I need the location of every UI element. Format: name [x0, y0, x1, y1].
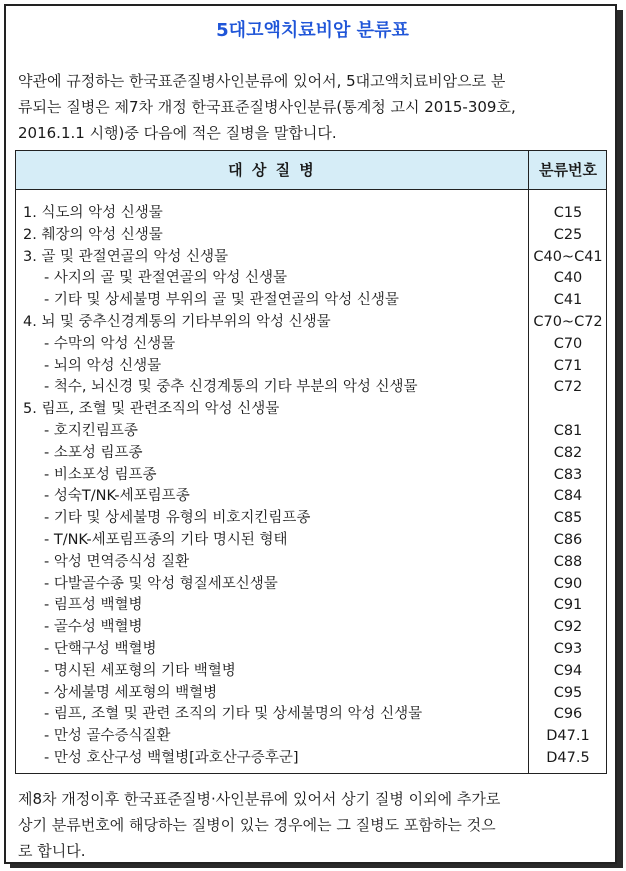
- classification-code: C82: [553, 444, 583, 461]
- disease-label: - 단핵구성 백혈병: [44, 640, 157, 657]
- classification-table: [15, 150, 607, 774]
- table-row: [16, 617, 606, 639]
- document-frame: [4, 4, 617, 864]
- disease-label: - 비소포성 림프종: [44, 466, 157, 483]
- footer-line: 로 합니다.: [18, 842, 86, 860]
- table-row: [16, 661, 606, 683]
- disease-label: - 명시된 세포형의 기타 백혈병: [44, 662, 236, 679]
- disease-label: 5. 림프, 조혈 및 관련조직의 악성 신생물: [23, 401, 280, 418]
- disease-label: - 만성 호산구성 백혈병[과호산구증후군]: [44, 749, 299, 766]
- disease-label: 1. 식도의 악성 신생물: [23, 205, 163, 221]
- disease-label: - 골수성 백혈병: [44, 619, 143, 636]
- disease-label: - 다발골수종 및 악성 형질세포신생물: [44, 575, 278, 592]
- table-row: [16, 574, 606, 596]
- table-row: [16, 334, 606, 356]
- disease-label: - T/NK-세포림프종의 기타 명시된 형태: [44, 531, 288, 548]
- footer-paragraph: [18, 786, 607, 864]
- table-row: [16, 704, 606, 726]
- classification-code: C25: [553, 226, 583, 243]
- table-row: [16, 726, 606, 748]
- table-row: [16, 203, 606, 225]
- disease-label: - 호지킨림프종: [44, 422, 138, 439]
- table-row: [16, 290, 606, 312]
- table-row: [16, 443, 606, 465]
- intro-line: 약관에 규정하는 한국표준질병사인분류에 있어서, 5대고액치료비암으로 분: [18, 72, 506, 90]
- header-disease: 대 상 질 병: [228, 161, 316, 179]
- disease-label: - 성숙T/NK-세포림프종: [44, 488, 190, 505]
- classification-code: C40: [553, 270, 583, 287]
- table-row: [16, 356, 606, 378]
- classification-code: D47.1: [546, 728, 590, 745]
- classification-code: D47.5: [546, 749, 590, 766]
- classification-code: C85: [553, 510, 583, 527]
- classification-code: C86: [553, 531, 583, 548]
- classification-code: C88: [553, 553, 583, 570]
- table-row: [16, 465, 606, 487]
- disease-label: - 기타 및 상세불명 부위의 골 및 관절연골의 악성 신생물: [44, 292, 399, 309]
- disease-label: 4. 뇌 및 중추신경계통의 기타부위의 악성 신생물: [23, 313, 331, 330]
- table-body: [16, 203, 606, 770]
- table-row: [16, 377, 606, 399]
- classification-code: C92: [553, 619, 583, 636]
- disease-label: 3. 골 및 관절연골의 악성 신생물: [23, 248, 228, 265]
- table-row: [16, 312, 606, 334]
- table-row: [16, 595, 606, 617]
- disease-label: - 뇌의 악성 신생물: [44, 357, 162, 374]
- document-title: 5대고액치료비암 분류표: [216, 20, 409, 41]
- table-row: [16, 748, 606, 770]
- classification-code: C81: [553, 422, 583, 439]
- disease-label: - 척수, 뇌신경 및 중추 신경계통의 기타 부분의 악성 신생물: [44, 379, 418, 396]
- classification-code: C96: [553, 706, 583, 723]
- disease-label: - 림프, 조혈 및 관련 조직의 기타 및 상세불명의 악성 신생물: [44, 706, 423, 723]
- classification-code: C72: [553, 379, 583, 396]
- table-row: [16, 225, 606, 247]
- table-row: [16, 486, 606, 508]
- classification-code: C93: [553, 640, 583, 657]
- classification-code: C83: [553, 466, 583, 483]
- classification-code: C41: [553, 292, 583, 309]
- disease-label: - 만성 골수증식질환: [44, 728, 171, 745]
- table-header: [16, 151, 606, 190]
- table-row: [16, 247, 606, 269]
- intro-paragraph: [18, 68, 607, 146]
- classification-code: C95: [553, 684, 583, 701]
- classification-code: C70: [553, 335, 583, 352]
- table-row: [16, 530, 606, 552]
- disease-label: - 소포성 림프종: [44, 444, 143, 461]
- classification-code: C71: [553, 357, 583, 374]
- table-row: [16, 552, 606, 574]
- intro-line: 2016.1.1 시행)중 다음에 적은 질병을 말합니다.: [18, 124, 337, 142]
- header-code: 분류번호: [528, 151, 607, 189]
- disease-label: - 악성 면역증식성 질환: [44, 553, 190, 570]
- disease-label: - 기타 및 상세불명 유형의 비호지킨림프종: [44, 510, 311, 527]
- classification-code: C40~C41: [533, 248, 603, 265]
- classification-code: C91: [553, 597, 583, 614]
- intro-line: 류되는 질병은 제7차 개정 한국표준질병사인분류(통계청 고시 2015-309호,: [18, 98, 516, 116]
- table-row: [16, 399, 606, 421]
- footer-line: 상기 분류번호에 해당하는 질병이 있는 경우에는 그 질병도 포함하는 것으: [18, 816, 496, 834]
- classification-code: C15: [553, 205, 583, 221]
- classification-code: C90: [553, 575, 583, 592]
- table-row: [16, 683, 606, 705]
- table-row: [16, 421, 606, 443]
- classification-code: C70~C72: [533, 313, 603, 330]
- disease-label: 2. 췌장의 악성 신생물: [23, 226, 163, 243]
- disease-label: - 사지의 골 및 관절연골의 악성 신생물: [44, 270, 287, 287]
- classification-code: C84: [553, 488, 583, 505]
- disease-label: - 림프성 백혈병: [44, 597, 143, 614]
- table-row: [16, 268, 606, 290]
- disease-label: - 수막의 악성 신생물: [44, 335, 176, 352]
- disease-label: - 상세불명 세포형의 백혈병: [44, 684, 218, 701]
- table-row: [16, 639, 606, 661]
- footer-line: 제8차 개정이후 한국표준질병·사인분류에 있어서 상기 질병 이외에 추가로: [18, 790, 501, 808]
- table-row: [16, 508, 606, 530]
- classification-code: C94: [553, 662, 583, 679]
